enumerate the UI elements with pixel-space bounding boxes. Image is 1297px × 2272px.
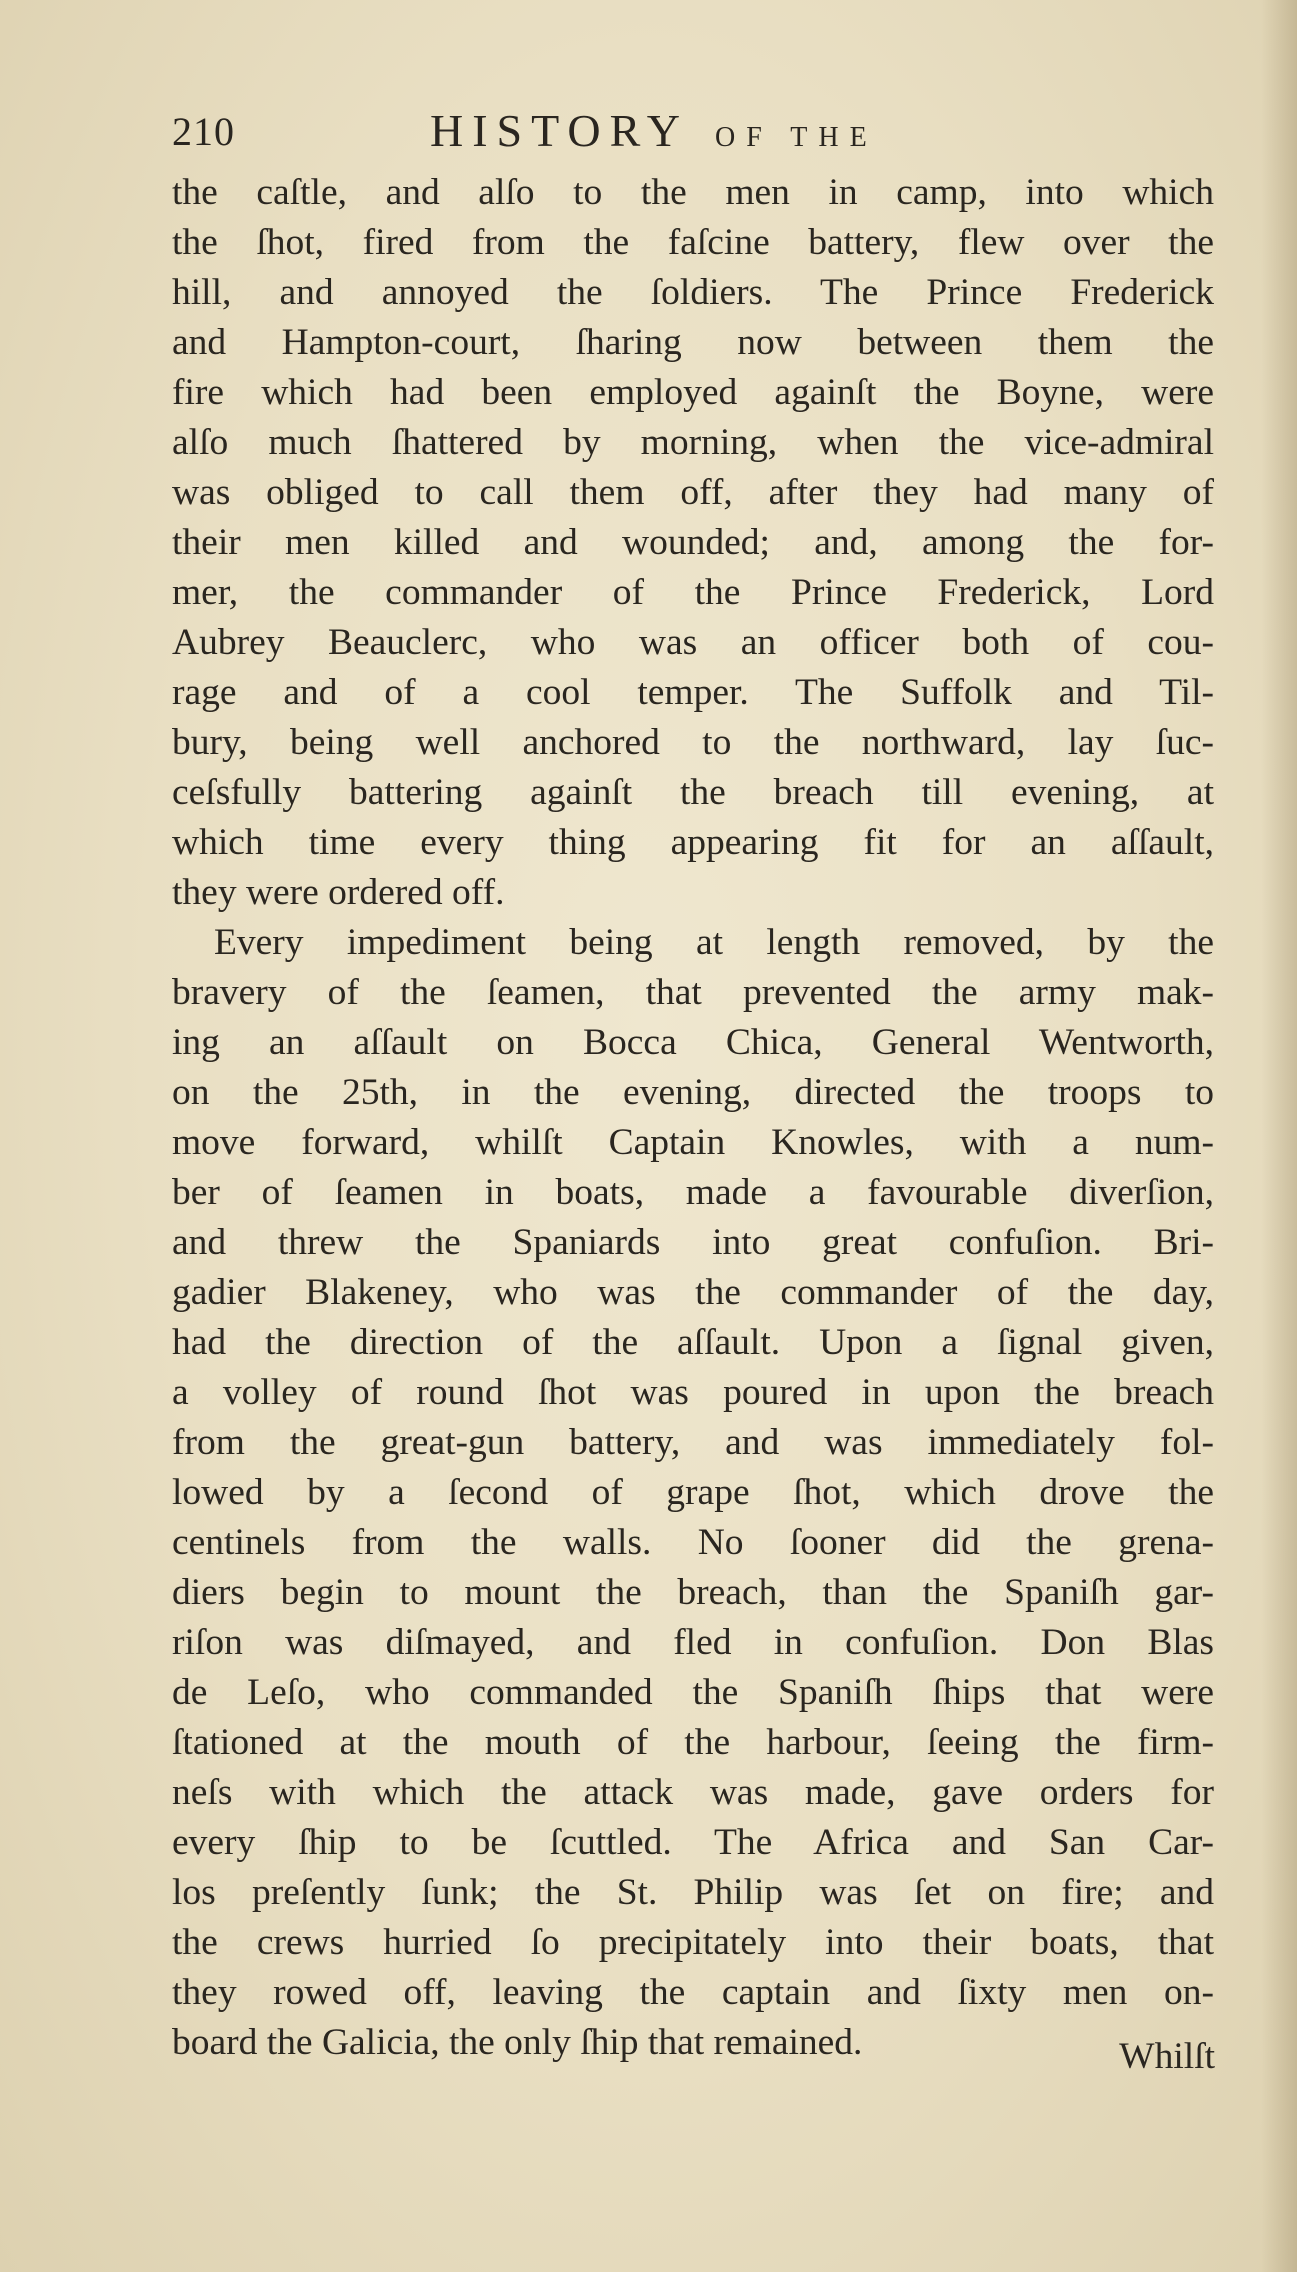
text-line: hill, and annoyed the ſoldiers. The Prince Frederick	[172, 272, 1214, 313]
text-line: a volley of round ſhot was poured in upon the breach	[172, 1372, 1214, 1413]
running-title-small: OF THE	[714, 122, 878, 153]
text-line: fire which had been employed againſt the Boyne, were	[172, 372, 1214, 413]
running-title	[430, 104, 878, 157]
text-line: gadier Blakeney, who was the commander of the day,	[172, 1272, 1214, 1313]
text-line: on the 25th, in the evening, directed the troops to	[172, 1072, 1214, 1113]
text-line: de Leſo, who commanded the Spaniſh ſhips that were	[172, 1672, 1214, 1713]
text-line: the ſhot, fired from the faſcine battery, flew over the	[172, 222, 1214, 263]
running-header	[172, 104, 1212, 160]
text-line: alſo much ſhattered by morning, when the vice-admiral	[172, 422, 1214, 463]
text-line: bravery of the ſeamen, that prevented the army mak-	[172, 972, 1214, 1013]
text-line: ſtationed at the mouth of the harbour, ſeeing the firm-	[172, 1722, 1214, 1763]
text-line: los preſently ſunk; the St. Philip was ſet on fire; and	[172, 1872, 1214, 1913]
text-line: their men killed and wounded; and, among the for-	[172, 522, 1214, 563]
text-line: Aubrey Beauclerc, who was an officer both of cou-	[172, 622, 1214, 663]
text-line: and threw the Spaniards into great confuſion. Bri-	[172, 1222, 1214, 1263]
text-line: move forward, whilſt Captain Knowles, with a num-	[172, 1122, 1214, 1163]
body-text	[172, 168, 1214, 2068]
running-title-main: HISTORY	[430, 105, 689, 156]
text-line: centinels from the walls. No ſooner did the grena-	[172, 1522, 1214, 1563]
text-line: ber of ſeamen in boats, made a favourable diverſion,	[172, 1172, 1214, 1213]
text-line: lowed by a ſecond of grape ſhot, which drove the	[172, 1472, 1214, 1513]
page-number: 210	[172, 109, 235, 154]
text-line: ceſsfully battering againſt the breach till evening, at	[172, 772, 1214, 813]
text-line: diers begin to mount the breach, than the Spaniſh gar-	[172, 1572, 1214, 1613]
text-line: the caſtle, and alſo to the men in camp, into which	[172, 172, 1214, 213]
paragraph-end-line: they were ordered off.	[172, 872, 505, 913]
text-line: the crews hurried ſo precipitately into their boats, that	[172, 1922, 1214, 1963]
text-line: riſon was diſmayed, and fled in confuſion. Don Blas	[172, 1622, 1214, 1663]
paragraph-end-line: board the Galicia, the only ſhip that remained.	[172, 2022, 863, 2063]
paragraph-start-line: Every impediment being at length removed, by the	[214, 922, 1214, 963]
text-line: had the direction of the aſſault. Upon a ſignal given,	[172, 1322, 1214, 1363]
text-line: bury, being well anchored to the northward, lay ſuc-	[172, 722, 1214, 763]
text-line: and Hampton-court, ſharing now between them the	[172, 322, 1214, 363]
text-line: mer, the commander of the Prince Frederick, Lord	[172, 572, 1214, 613]
text-line: every ſhip to be ſcuttled. The Africa and San Car-	[172, 1822, 1214, 1863]
text-line: neſs with which the attack was made, gave orders for	[172, 1772, 1214, 1813]
catchword: Whilſt	[1119, 2036, 1215, 2077]
text-line: rage and of a cool temper. The Suffolk and Til-	[172, 672, 1214, 713]
text-line: ing an aſſault on Bocca Chica, General Wentworth,	[172, 1022, 1214, 1063]
text-line: from the great-gun battery, and was immediately fol-	[172, 1422, 1214, 1463]
text-line: which time every thing appearing fit for an aſſault,	[172, 822, 1214, 863]
text-line: was obliged to call them off, after they had many of	[172, 472, 1214, 513]
page-edge-shadow	[1261, 0, 1297, 2272]
text-line: they rowed off, leaving the captain and ſixty men on-	[172, 1972, 1214, 2013]
